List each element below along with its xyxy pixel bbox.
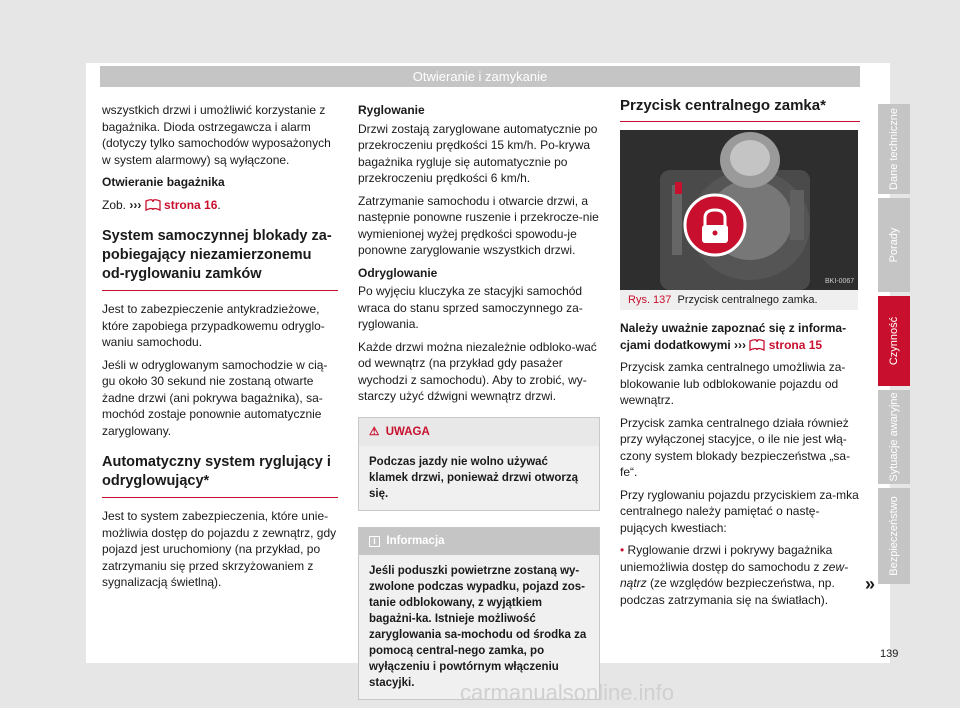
section-heading: Przycisk centralnego zamka* bbox=[620, 96, 860, 122]
warning-text: Podczas jazdy nie wolno używać klamek drzwi, ponieważ drzwi otworzą się. bbox=[359, 446, 599, 510]
ref-arrows: ››› bbox=[129, 197, 142, 212]
tab-label: Dane techniczne bbox=[888, 108, 900, 190]
bullet-icon: • bbox=[620, 543, 625, 557]
bullet-paragraph bbox=[620, 542, 860, 608]
paragraph: Przycisk zamka centralnego umożliwia za-blokowanie lub odblokowanie pojazdu od wewnątrz. bbox=[620, 360, 846, 407]
subheading: Ryglowanie bbox=[358, 103, 425, 117]
section-heading: System samoczynnej blokady za-pobiegający niezamierzonemu od-ryglowaniu zamków bbox=[102, 227, 338, 291]
column-3-heading bbox=[620, 96, 860, 132]
info-title: Informacja bbox=[386, 535, 445, 547]
subheading-text: Należy uważnie zapoznać się z informa-cjami dodatkowymi bbox=[620, 321, 847, 352]
column-2 bbox=[358, 102, 600, 700]
info-icon: i bbox=[369, 536, 380, 547]
figure-caption bbox=[620, 290, 858, 310]
paragraph: Po wyjęciu kluczyka ze stacyjki samochód wraca do stanu sprzed samoczynnego za-ryglowania. bbox=[358, 284, 583, 331]
warning-header bbox=[359, 418, 599, 447]
page-reference-link[interactable]: strona 16 bbox=[164, 197, 218, 212]
tab-bezpieczenstwo[interactable] bbox=[878, 488, 910, 584]
paragraph: Jest to zabezpieczenie antykradzieżowe, które zapobiega przypadkowemu odryglo-waniu samochodu. bbox=[102, 302, 325, 349]
tab-sytuacje-awaryjne[interactable] bbox=[878, 390, 910, 484]
caption-number: Rys. 137 bbox=[628, 294, 672, 306]
column-1 bbox=[102, 102, 338, 597]
warning-box bbox=[358, 417, 600, 512]
page-header: Otwieranie i zamykanie bbox=[100, 66, 860, 87]
book-icon bbox=[145, 199, 161, 211]
paragraph: Jest to system zabezpieczenia, które unie-możliwia dostęp do pojazdu z zewnątrz, gdy pojazd jest uruchomiony (na przykład, po zatrzymaniu się przed skrzyżowaniem z sygnalizacją świetlną). bbox=[102, 509, 337, 589]
figure-code: BKI-0067 bbox=[825, 278, 855, 285]
info-text: Jeśli poduszki powietrzne zostaną wy-zwolone podczas wypadku, pojazd zos-tanie odblokowany, z wyjątkiem bagażni-ka. Istnieje możliwość zaryglowania sa-mochodu od środka za pomocą central-nego zamka, po wyłączeniu i powtórnym włączeniu stacyjki. bbox=[359, 555, 599, 699]
paragraph-reference bbox=[102, 197, 338, 214]
tab-dane-techniczne[interactable] bbox=[878, 104, 910, 194]
tab-label: Czynność bbox=[888, 316, 900, 366]
subheading: Otwieranie bagażnika bbox=[102, 175, 225, 189]
paragraph: Zatrzymanie samochodu i otwarcie drzwi, a następnie ponowne ruszenie i przekrocze-nie wymienionej wyżej prędkości spowodu-je ponowne zaryglowanie wszystkich drzwi. bbox=[358, 193, 599, 257]
paragraph: Przy ryglowaniu pojazdu przyciskiem za-mka centralnego należy pamiętać o nastę-pujących kwestiach: bbox=[620, 487, 859, 535]
bullet-emphasis: zew-nątrz bbox=[620, 559, 849, 590]
paragraph: Przycisk zamka centralnego działa również przy wyłączonej stacyjce, o ile nie jest włą-czony system blokady bezpieczeństwa „sa-fe“. bbox=[620, 415, 851, 479]
ref-prefix: Zob. bbox=[102, 197, 127, 212]
caption-text: Przycisk centralnego zamka. bbox=[677, 294, 818, 306]
subheading: Odryglowanie bbox=[358, 265, 438, 280]
column-3-body bbox=[620, 320, 860, 614]
watermark: carmanualsonline.info bbox=[460, 680, 675, 705]
paragraph: wszystkich drzwi i umożliwić korzystanie z bagażnika. Dioda ostrzegawcza i alarm (dotyczy tylko samochodów wyposażonych w system alarmowy) są wyłączone. bbox=[102, 103, 331, 167]
paragraph: Jeśli w odryglowanym samochodzie w cią-gu około 30 sekund nie zostaną otwarte żadne drzwi (ani pokrywa bagażnika), sa-mochód zostaje ponownie automatycznie zaryglowany. bbox=[102, 357, 328, 438]
tab-label: Sytuacje awaryjne bbox=[888, 392, 900, 482]
ref-arrows: ››› bbox=[734, 337, 747, 352]
section-heading: Automatyczny system ryglujący i odryglowujący* bbox=[102, 453, 338, 498]
bullet-text: Ryglowanie drzwi i pokrywy bagażnika uniemożliwia dostęp do samochodu z bbox=[620, 543, 833, 574]
tab-czynnosc[interactable] bbox=[878, 296, 910, 386]
gear-console-illustration bbox=[620, 130, 858, 290]
paragraph: Każde drzwi można niezależnie odbloko-wać od wewnątrz (na przykład gdy pasażer wychodzi z samochodu). Aby to zrobić, wy-starczy użyć dźwigni wewnątrz drzwi. bbox=[358, 339, 597, 403]
tab-porady[interactable] bbox=[878, 198, 910, 292]
paragraph: Drzwi zostają zaryglowane automatycznie po przekroczeniu prędkości 15 km/h. Po-krywa bagażnika rygluje się automatycznie po przekroczeniu prędkości 6 km/h. bbox=[358, 121, 598, 185]
bullet-text-end: (ze względów bezpieczeństwa, np. podczas zatrzymania się na światłach). bbox=[620, 576, 835, 607]
info-box bbox=[358, 527, 600, 700]
warning-icon: ⚠ bbox=[369, 425, 380, 438]
continue-arrow-icon: » bbox=[865, 574, 876, 594]
page-reference-link[interactable]: strona 15 bbox=[768, 337, 823, 352]
book-icon bbox=[749, 339, 765, 351]
tab-label: Porady bbox=[888, 227, 900, 263]
figure-central-lock bbox=[620, 130, 858, 290]
info-header bbox=[359, 528, 599, 555]
page-number: 139 bbox=[880, 648, 899, 660]
subheading bbox=[620, 320, 860, 353]
warning-title: UWAGA bbox=[385, 425, 430, 438]
ref-suffix: . bbox=[217, 197, 221, 212]
tab-label: Bezpieczeństwo bbox=[888, 496, 900, 576]
